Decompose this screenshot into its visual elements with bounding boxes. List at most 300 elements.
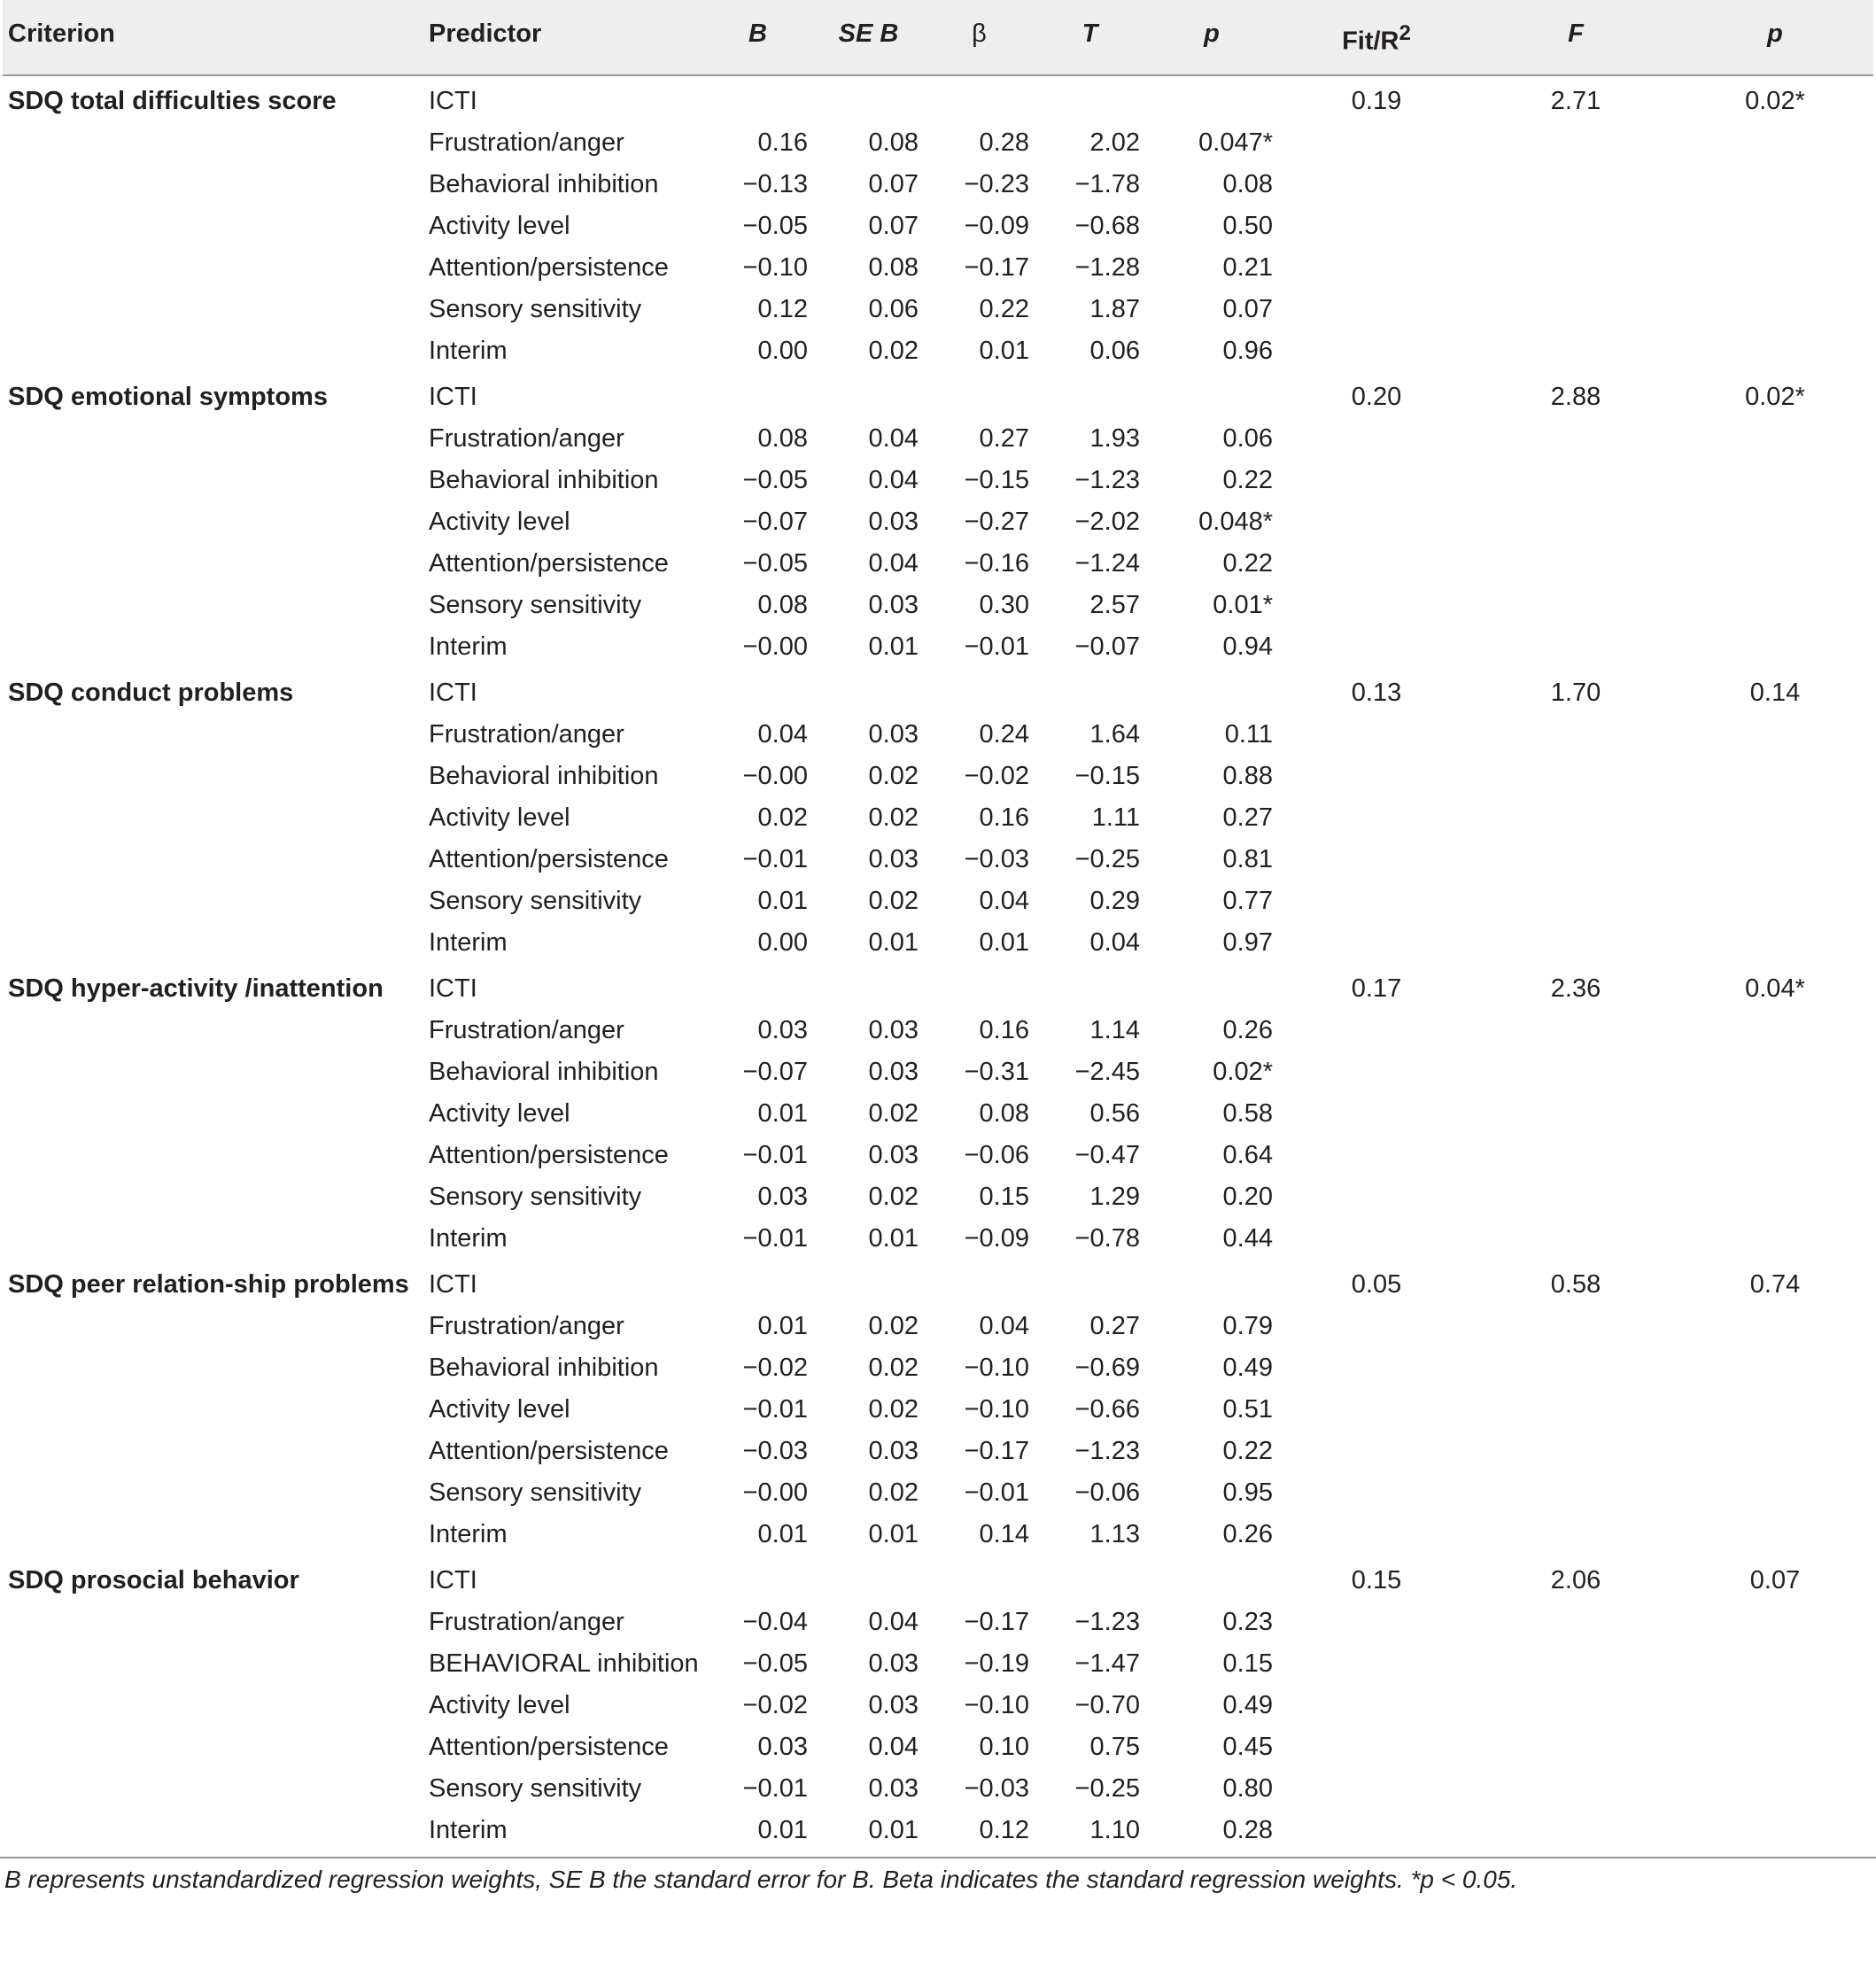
table-row — [3, 1176, 1873, 1218]
header-row — [3, 0, 1873, 75]
cell-b: −0.05 — [742, 466, 808, 494]
cell-p-model — [1677, 1135, 1873, 1176]
cell-fit-r2 — [1278, 1010, 1475, 1051]
table-row — [3, 1768, 1873, 1810]
cell-se-b: 0.04 — [868, 424, 919, 453]
cell-se-b: 0.07 — [868, 170, 919, 198]
cell-f — [1475, 1093, 1677, 1135]
header-b-label: B — [748, 19, 767, 48]
cell-p: 0.28 — [1222, 1816, 1273, 1844]
predictor-label: Interim — [429, 928, 508, 957]
cell-fit-r2 — [1278, 122, 1475, 164]
cell-p: 0.20 — [1222, 1183, 1273, 1211]
cell-b: 0.00 — [757, 337, 808, 365]
cell-p: 0.01* — [1213, 591, 1273, 619]
cell-b: 0.12 — [757, 295, 808, 323]
table-row — [3, 1602, 1873, 1643]
cell-se-b: 0.01 — [868, 1224, 919, 1253]
cell-beta: −0.23 — [964, 170, 1029, 198]
criterion-empty — [3, 460, 423, 501]
cell-se-b: 0.02 — [868, 887, 919, 915]
cell-beta — [924, 75, 1035, 122]
regression-table — [3, 0, 1873, 1851]
cell-p-model: 0.74 — [1749, 1270, 1801, 1299]
cell-t: 1.29 — [1089, 1183, 1140, 1211]
cell-p-model — [1677, 1726, 1873, 1768]
criterion-label: SDQ hyper-activity /inattention — [8, 974, 384, 1003]
header-p-model-label: p — [1767, 19, 1783, 48]
cell-beta: −0.09 — [964, 1224, 1029, 1253]
predictor-label: Attention/persistence — [429, 1437, 669, 1465]
header-f-label: F — [1568, 19, 1584, 48]
cell-b: −0.00 — [742, 1478, 808, 1507]
table-row — [3, 1643, 1873, 1685]
cell-p — [1145, 372, 1278, 418]
table-row — [3, 164, 1873, 206]
cell-t: −0.15 — [1074, 762, 1140, 790]
cell-beta: −0.10 — [964, 1354, 1029, 1382]
cell-p-model — [1677, 122, 1873, 164]
cell-p-model — [1677, 460, 1873, 501]
cell-b: 0.01 — [757, 1816, 808, 1844]
cell-p: 0.44 — [1222, 1224, 1273, 1253]
cell-fit-r2 — [1278, 1218, 1475, 1260]
cell-fit-r2 — [1278, 1685, 1475, 1726]
table-row — [3, 1389, 1873, 1431]
predictor-label: ICTI — [429, 1270, 477, 1299]
predictor-label: Sensory sensitivity — [429, 1774, 642, 1803]
cell-p-model — [1677, 330, 1873, 372]
cell-fit-r2: 0.19 — [1351, 87, 1402, 115]
cell-fit-r2 — [1278, 164, 1475, 206]
cell-t: 2.57 — [1089, 591, 1140, 619]
cell-t — [1035, 75, 1145, 122]
cell-fit-r2 — [1278, 1431, 1475, 1472]
footnote-divider — [0, 1857, 1876, 1858]
cell-f — [1475, 247, 1677, 289]
cell-t: −0.25 — [1074, 1774, 1140, 1803]
cell-t: 0.06 — [1089, 337, 1140, 365]
criterion-empty — [3, 839, 423, 881]
criterion-empty — [3, 247, 423, 289]
cell-se-b: 0.04 — [868, 1733, 919, 1761]
predictor-label: ICTI — [429, 87, 477, 115]
cell-se-b: 0.01 — [868, 928, 919, 957]
criterion-empty — [3, 1602, 423, 1643]
cell-f — [1475, 330, 1677, 372]
cell-b: 0.03 — [757, 1733, 808, 1761]
criterion-empty — [3, 585, 423, 626]
cell-f — [1475, 1306, 1677, 1347]
criterion-label: SDQ prosocial behavior — [8, 1566, 299, 1594]
cell-b: −0.01 — [742, 1774, 808, 1803]
cell-beta: 0.10 — [979, 1733, 1029, 1761]
cell-b — [702, 372, 813, 418]
cell-beta: −0.06 — [964, 1141, 1029, 1169]
cell-se-b: 0.02 — [868, 1354, 919, 1382]
cell-f — [1475, 839, 1677, 881]
cell-se-b: 0.03 — [868, 591, 919, 619]
cell-fit-r2 — [1278, 922, 1475, 964]
cell-p — [1145, 1260, 1278, 1306]
cell-p-model — [1677, 543, 1873, 585]
criterion-empty — [3, 164, 423, 206]
cell-p: 0.95 — [1222, 1478, 1273, 1507]
criterion-empty — [3, 1010, 423, 1051]
cell-p — [1145, 1556, 1278, 1602]
cell-beta: −0.27 — [964, 508, 1029, 536]
cell-beta: −0.03 — [964, 845, 1029, 873]
cell-t — [1035, 964, 1145, 1010]
criterion-empty — [3, 1643, 423, 1685]
cell-f — [1475, 756, 1677, 797]
cell-fit-r2 — [1278, 1472, 1475, 1514]
cell-t: −0.78 — [1074, 1224, 1140, 1253]
criterion-empty — [3, 1093, 423, 1135]
cell-se-b: 0.03 — [868, 845, 919, 873]
cell-beta: 0.24 — [979, 720, 1029, 749]
cell-p: 0.50 — [1222, 212, 1273, 240]
cell-beta: 0.14 — [979, 1520, 1029, 1548]
cell-se-b: 0.06 — [868, 295, 919, 323]
table-row — [3, 1347, 1873, 1389]
cell-fit-r2 — [1278, 501, 1475, 543]
cell-se-b — [813, 964, 924, 1010]
cell-b: −0.01 — [742, 1141, 808, 1169]
cell-f — [1475, 1726, 1677, 1768]
criterion-label: SDQ total difficulties score — [8, 87, 337, 115]
cell-fit-r2 — [1278, 585, 1475, 626]
cell-p-model: 0.04* — [1745, 974, 1805, 1003]
cell-se-b: 0.03 — [868, 1141, 919, 1169]
cell-p-model — [1677, 1093, 1873, 1135]
table-row — [3, 797, 1873, 839]
cell-se-b: 0.01 — [868, 632, 919, 661]
table-row — [3, 1306, 1873, 1347]
predictor-label: Behavioral inhibition — [429, 1058, 659, 1086]
cell-fit-r2: 0.20 — [1351, 383, 1402, 411]
cell-b: 0.08 — [757, 424, 808, 453]
cell-se-b — [813, 1556, 924, 1602]
predictor-label: Sensory sensitivity — [429, 1183, 642, 1211]
cell-b: −0.01 — [742, 1224, 808, 1253]
cell-fit-r2 — [1278, 1643, 1475, 1685]
cell-p: 0.97 — [1222, 928, 1273, 957]
cell-b: −0.00 — [742, 762, 808, 790]
cell-se-b — [813, 1260, 924, 1306]
cell-t: 1.14 — [1089, 1016, 1140, 1044]
criterion-empty — [3, 626, 423, 668]
cell-b: 0.01 — [757, 1520, 808, 1548]
cell-beta: −0.10 — [964, 1691, 1029, 1719]
cell-f — [1475, 501, 1677, 543]
cell-p-model — [1677, 164, 1873, 206]
criterion-empty — [3, 1726, 423, 1768]
predictor-label: Activity level — [429, 1099, 570, 1128]
predictor-label: Frustration/anger — [429, 1312, 624, 1340]
table-row — [3, 289, 1873, 330]
cell-t: 0.29 — [1089, 887, 1140, 915]
cell-f — [1475, 1176, 1677, 1218]
table-row — [3, 626, 1873, 668]
cell-beta: −0.01 — [964, 632, 1029, 661]
header-se-b — [813, 0, 924, 75]
cell-fit-r2 — [1278, 418, 1475, 460]
cell-fit-r2 — [1278, 714, 1475, 756]
cell-p-model — [1677, 247, 1873, 289]
cell-p-model: 0.02* — [1745, 87, 1805, 115]
table-row — [3, 839, 1873, 881]
cell-p: 0.79 — [1222, 1312, 1273, 1340]
cell-beta — [924, 1260, 1035, 1306]
cell-se-b: 0.01 — [868, 1520, 919, 1548]
cell-t: −0.06 — [1074, 1478, 1140, 1507]
cell-b: −0.04 — [742, 1608, 808, 1636]
cell-f — [1475, 164, 1677, 206]
cell-p-model: 0.02* — [1745, 383, 1805, 411]
cell-p-model — [1677, 206, 1873, 247]
cell-beta: −0.19 — [964, 1649, 1029, 1678]
cell-fit-r2 — [1278, 1051, 1475, 1093]
cell-p-model — [1677, 1602, 1873, 1643]
cell-fit-r2 — [1278, 1514, 1475, 1556]
cell-se-b: 0.04 — [868, 1608, 919, 1636]
predictor-label: Sensory sensitivity — [429, 1478, 642, 1507]
cell-b: 0.02 — [757, 803, 808, 832]
cell-beta: −0.02 — [964, 762, 1029, 790]
cell-t: 1.87 — [1089, 295, 1140, 323]
cell-beta: 0.15 — [979, 1183, 1029, 1211]
cell-p: 0.64 — [1222, 1141, 1273, 1169]
cell-b: −0.05 — [742, 549, 808, 578]
cell-b: −0.05 — [742, 1649, 808, 1678]
cell-p-model — [1677, 1514, 1873, 1556]
cell-beta: 0.04 — [979, 1312, 1029, 1340]
table-row — [3, 1726, 1873, 1768]
cell-fit-r2 — [1278, 1726, 1475, 1768]
cell-p: 0.80 — [1222, 1774, 1273, 1803]
cell-fit-r2 — [1278, 1135, 1475, 1176]
cell-beta — [924, 964, 1035, 1010]
cell-fit-r2 — [1278, 1306, 1475, 1347]
criterion-empty — [3, 1514, 423, 1556]
cell-t: −1.24 — [1074, 549, 1140, 578]
cell-t: 0.75 — [1089, 1733, 1140, 1761]
table-row — [3, 881, 1873, 922]
cell-t — [1035, 372, 1145, 418]
cell-beta — [924, 1556, 1035, 1602]
table-row — [3, 418, 1873, 460]
cell-se-b: 0.03 — [868, 1649, 919, 1678]
cell-b — [702, 668, 813, 714]
cell-f — [1475, 1218, 1677, 1260]
table-row — [3, 668, 1873, 714]
cell-f — [1475, 122, 1677, 164]
cell-se-b: 0.03 — [868, 1691, 919, 1719]
cell-fit-r2 — [1278, 247, 1475, 289]
predictor-label: Interim — [429, 632, 508, 661]
cell-beta: 0.04 — [979, 887, 1029, 915]
table-row — [3, 122, 1873, 164]
cell-t: −2.02 — [1074, 508, 1140, 536]
table-row — [3, 1218, 1873, 1260]
cell-t: 1.10 — [1089, 1816, 1140, 1844]
cell-p-model — [1677, 418, 1873, 460]
cell-b: 0.01 — [757, 1099, 808, 1128]
cell-se-b — [813, 75, 924, 122]
predictor-label: Activity level — [429, 1691, 570, 1719]
predictor-label: Interim — [429, 1520, 508, 1548]
cell-beta: 0.01 — [979, 337, 1029, 365]
criterion-empty — [3, 1768, 423, 1810]
cell-f — [1475, 1051, 1677, 1093]
cell-b: 0.04 — [757, 720, 808, 749]
predictor-label: ICTI — [429, 679, 477, 707]
cell-p-model — [1677, 1347, 1873, 1389]
predictor-label: Attention/persistence — [429, 1733, 669, 1761]
table-row — [3, 1260, 1873, 1306]
criterion-empty — [3, 1135, 423, 1176]
cell-p: 0.26 — [1222, 1520, 1273, 1548]
cell-p: 0.15 — [1222, 1649, 1273, 1678]
cell-f — [1475, 1685, 1677, 1726]
cell-beta: −0.17 — [964, 1437, 1029, 1465]
predictor-label: Frustration/anger — [429, 128, 624, 157]
predictor-label: Attention/persistence — [429, 253, 669, 282]
cell-t: −1.78 — [1074, 170, 1140, 198]
criterion-label: SDQ emotional symptoms — [8, 383, 328, 411]
cell-t: 1.64 — [1089, 720, 1140, 749]
cell-beta: −0.17 — [964, 253, 1029, 282]
cell-p: 0.81 — [1222, 845, 1273, 873]
table-row — [3, 1135, 1873, 1176]
cell-t: 1.13 — [1089, 1520, 1140, 1548]
cell-b: −0.05 — [742, 212, 808, 240]
cell-b: 0.03 — [757, 1183, 808, 1211]
cell-b: −0.00 — [742, 632, 808, 661]
cell-f — [1475, 797, 1677, 839]
predictor-label: Frustration/anger — [429, 720, 624, 749]
cell-f — [1475, 543, 1677, 585]
criterion-label: SDQ peer relation-ship problems — [8, 1270, 409, 1299]
cell-p-model — [1677, 881, 1873, 922]
cell-p-model — [1677, 922, 1873, 964]
cell-p — [1145, 964, 1278, 1010]
cell-p-model — [1677, 714, 1873, 756]
cell-se-b: 0.08 — [868, 128, 919, 157]
cell-fit-r2 — [1278, 756, 1475, 797]
predictor-label: Sensory sensitivity — [429, 591, 642, 619]
predictor-label: Frustration/anger — [429, 1608, 624, 1636]
criterion-empty — [3, 797, 423, 839]
criterion-empty — [3, 330, 423, 372]
cell-t: −1.23 — [1074, 1437, 1140, 1465]
table-row — [3, 1051, 1873, 1093]
cell-p-model — [1677, 839, 1873, 881]
cell-p — [1145, 668, 1278, 714]
cell-p-model — [1677, 1643, 1873, 1685]
cell-b: −0.07 — [742, 1058, 808, 1086]
cell-t: −2.45 — [1074, 1058, 1140, 1086]
cell-beta: 0.12 — [979, 1816, 1029, 1844]
predictor-label: Activity level — [429, 1395, 570, 1424]
cell-f: 1.70 — [1550, 679, 1601, 707]
cell-p — [1145, 75, 1278, 122]
cell-beta: −0.01 — [964, 1478, 1029, 1507]
predictor-label: Behavioral inhibition — [429, 1354, 659, 1382]
cell-fit-r2 — [1278, 839, 1475, 881]
cell-p: 0.49 — [1222, 1354, 1273, 1382]
cell-se-b: 0.08 — [868, 253, 919, 282]
predictor-label: Activity level — [429, 508, 570, 536]
predictor-label: ICTI — [429, 1566, 477, 1594]
predictor-label: Behavioral inhibition — [429, 170, 659, 198]
cell-b: 0.16 — [757, 128, 808, 157]
criterion-empty — [3, 543, 423, 585]
criterion-empty — [3, 122, 423, 164]
cell-beta: 0.28 — [979, 128, 1029, 157]
cell-p: 0.49 — [1222, 1691, 1273, 1719]
cell-p: 0.048* — [1198, 508, 1273, 536]
cell-f — [1475, 289, 1677, 330]
criterion-empty — [3, 756, 423, 797]
header-b — [702, 0, 813, 75]
cell-f — [1475, 714, 1677, 756]
criterion-empty — [3, 881, 423, 922]
criterion-empty — [3, 1472, 423, 1514]
table-row — [3, 75, 1873, 122]
criterion-empty — [3, 418, 423, 460]
header-p-model — [1677, 0, 1873, 75]
cell-t: −0.47 — [1074, 1141, 1140, 1169]
table-row — [3, 756, 1873, 797]
cell-b: 0.08 — [757, 591, 808, 619]
table-row — [3, 330, 1873, 372]
cell-beta: 0.16 — [979, 1016, 1029, 1044]
header-predictor: Predictor — [423, 0, 702, 75]
cell-b: 0.00 — [757, 928, 808, 957]
cell-b — [702, 1556, 813, 1602]
cell-se-b: 0.03 — [868, 720, 919, 749]
cell-p: 0.51 — [1222, 1395, 1273, 1424]
cell-beta: 0.16 — [979, 803, 1029, 832]
cell-p-model — [1677, 1768, 1873, 1810]
cell-b — [702, 964, 813, 1010]
cell-p: 0.58 — [1222, 1099, 1273, 1128]
predictor-label: Activity level — [429, 212, 570, 240]
cell-p-model — [1677, 1051, 1873, 1093]
predictor-label: ICTI — [429, 974, 477, 1003]
cell-beta: 0.30 — [979, 591, 1029, 619]
cell-p: 0.07 — [1222, 295, 1273, 323]
table-row — [3, 247, 1873, 289]
cell-fit-r2 — [1278, 881, 1475, 922]
cell-b: −0.01 — [742, 1395, 808, 1424]
cell-b: 0.03 — [757, 1016, 808, 1044]
cell-p-model — [1677, 1472, 1873, 1514]
predictor-label: Attention/persistence — [429, 1141, 669, 1169]
header-se-b-label: SE B — [838, 19, 899, 48]
cell-p: 0.23 — [1222, 1608, 1273, 1636]
cell-t: −1.47 — [1074, 1649, 1140, 1678]
cell-b: −0.01 — [742, 845, 808, 873]
header-fit-label: Fit/R — [1342, 27, 1399, 56]
cell-f — [1475, 1768, 1677, 1810]
cell-fit-r2: 0.17 — [1351, 974, 1402, 1003]
cell-p-model — [1677, 1010, 1873, 1051]
cell-beta: −0.17 — [964, 1608, 1029, 1636]
cell-b: −0.02 — [742, 1354, 808, 1382]
